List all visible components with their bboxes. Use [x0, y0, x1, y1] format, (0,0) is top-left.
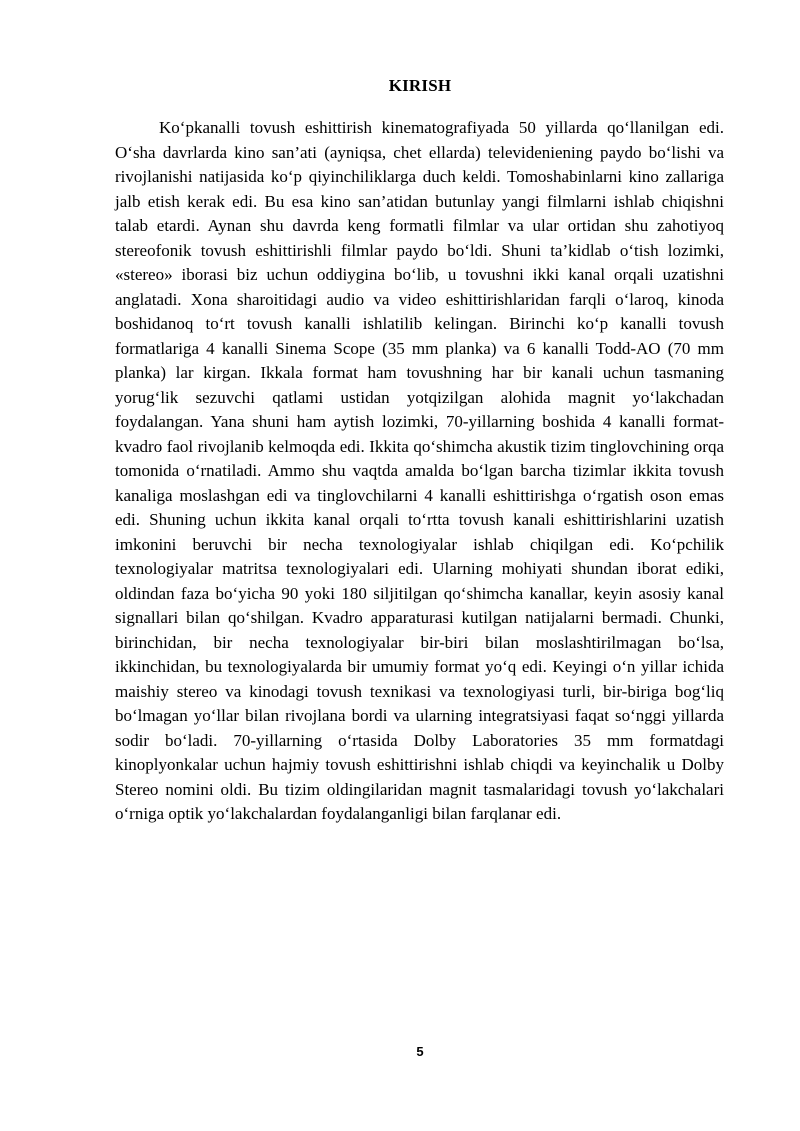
page-title: KIRISH	[388, 76, 452, 95]
body-paragraph: Ko‘pkanalli tovush eshittirish kinematografiyada 50 yillarda qo‘llanilgan edi. O‘sha davrlarda kino san’ati (ayniqsa, chet ellarda) televideniening paydo bo‘lishi va rivojlanishi natijasida ko‘p qiyinchiliklarga duch keldi. Tomoshabinlarni kino zallariga jalb etish kerak edi. Bu esa kino san’atidan butunlay yangi filmlarni ishlab chiqishni talab etardi. Aynan shu davrda keng formatli filmlar va ular ortidan shu zahotiyoq stereofonik tovush eshittirishli filmlar paydo bo‘ldi. Shuni ta’kidlab o‘tish lozimki, «stereo» iborasi biz uchun oddiygina bo‘lib, u tovushni ikki kanal orqali uzatishni anglatadi. Xona sharoitidagi audio va video eshittirishlaridan farqli o‘laroq, kinoda boshidanoq to‘rt tovush kanalli ishlatilib kelingan. Birinchi ko‘p kanalli tovush formatlariga 4 kanalli Sinema Scope (35 mm planka) va 6 kanalli Todd-AO (70 mm planka) lar kirgan. Ikkala format ham tovushning har bir kanali uchun tasmaning yorug‘lik sezuvchi qatlami ustidan yotqizilgan alohida magnit yo‘lakchadan foydalangan. Yana shuni ham aytish lozimki, 70-yillarning boshida 4 kanalli format-kvadro faol rivojlanib kelmoqda edi. Ikkita qo‘shimcha akustik tizim tinglovchining orqa tomonida o‘rnatiladi. Ammo shu vaqtda amalda bo‘lgan barcha tizimlar ikkita tovush kanaliga moslashgan edi va tinglovchilarni 4 kanalli eshittirishga o‘rgatish oson emas edi. Shuning uchun ikkita kanal orqali to‘rtta tovush kanali eshittirishlarini uzatish imkonini beruvchi bir necha texnologiyalar ishlab chiqilgan edi. Ko‘pchilik texnologiyalar matritsa texnologiyalari edi. Ularning mohiyati shundan iborat ediki, oldindan faza bo‘yicha 90 yoki 180 siljitilgan qo‘shimcha kanallar, keyin asosiy kanal signallari bilan qo‘shilgan. Kvadro apparaturasi kutilgan natijalarni bermadi. Chunki, birinchidan, bir necha texnologiyalar bir-biri bilan moslashtirilmagan bo‘lsa, ikkinchidan, bu texnologiyalarda bir umumiy format yo‘q edi. Keyingi o‘n yillar ichida maishiy stereo va kinodagi tovush texnikasi va texnologiyasi turli, bir-biriga bog‘liq bo‘lmagan yo‘llar bilan rivojlana bordi va ularning integratsiyasi faqat so‘nggi yillarda sodir bo‘ladi. 70-yillarning o‘rtasida Dolby Laboratories 35 mm formatdagi kinoplyonkalar uchun hajmiy tovush eshittirishni ishlab chiqdi va keyinchalik u Dolby Stereo nomini oldi. Bu tizim oldingilaridan magnit tasmalaridagi tovush yo‘lakchalari o‘rniga optik yo‘lakchalardan foydalanganligi bilan farqlanar edi.	[115, 118, 724, 823]
page-number: 5	[416, 1044, 424, 1059]
